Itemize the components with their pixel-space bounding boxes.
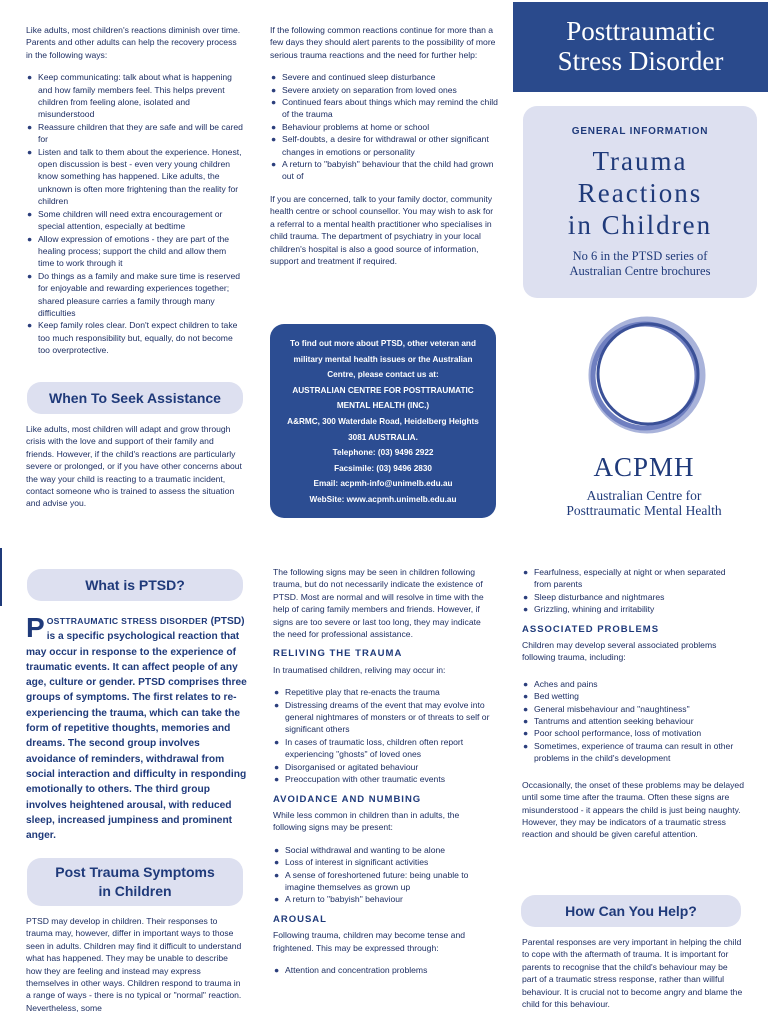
list-item: ● Poor school performance, loss of motivation bbox=[523, 728, 702, 739]
recovery-list bbox=[26, 71, 244, 356]
arousal-list bbox=[273, 964, 493, 976]
list-item: ● Repetitive play that re-enacts the trauma bbox=[274, 687, 440, 698]
cover-title-line1: Posttraumatic bbox=[566, 16, 715, 46]
org-acronym: ACPMH bbox=[593, 452, 695, 482]
post-trauma-heading: Post Trauma Symptoms in Children bbox=[27, 858, 243, 906]
list-item: ● Sometimes, experience of trauma can result in other problems in the child's development bbox=[523, 740, 734, 764]
concerned-text: If you are concerned, talk to your family doctor, community health centre or school counsellor. You may wish to ask for a referral to a mental health practitioner who specialises in child trauma. The department of psychiatry in your local children's hospital is also a good source of information, support and treatment if required. bbox=[270, 193, 494, 266]
ptsd-definition bbox=[26, 614, 248, 843]
list-item: ● Keep communicating: talk about what is happening and how family members feel. This helps prevent children from feeling alone, isolated and misunderstood bbox=[27, 72, 232, 120]
general-info-label: GENERAL INFORMATION bbox=[571, 126, 709, 137]
list-item: ● Allow expression of emotions - they are part of the healing process; support the child and allow them time to work through it bbox=[27, 233, 230, 269]
signs-intro: The following signs may be seen in children following trauma, but do not necessarily indicate the existence of PTSD. Most are normal and will resolve in time with the help of caring family members and friends. However, if signs are too severe or last too long, they may indicate the need for professional assistance. bbox=[273, 567, 484, 640]
cover-title-line2: Stress Disorder bbox=[557, 46, 724, 76]
avoidance-intro: While less common in children than in adults, the following signs may be present: bbox=[273, 809, 460, 833]
help-text: Parental responses are very important in helping the child to cope with the aftermath of trauma. It is important for parents to recognise that the child's behaviour may be part of a traumatic stress response, rather than willful behaviour. It is crucial not to become angry and blame the child for this behaviour. bbox=[522, 937, 743, 1010]
further-help-intro: If the following common reactions continue for more than a few days they should alert parents to the possibility of more serious trauma reactions and the need for further help: bbox=[270, 25, 496, 60]
list-item: ● Some children will need extra encouragement or special attention, especially at bedtime bbox=[27, 208, 223, 232]
dropcap: P bbox=[26, 612, 45, 643]
contact-facsimile: Facsimile: (03) 9496 2830 bbox=[334, 463, 432, 473]
list-item: ● Listen and talk to them about the experience. Honest, open discussion is best - even very young children know something has happened. Like adults, the unknown is often more frightening than the reality for children bbox=[27, 146, 242, 207]
col2-bottom bbox=[273, 566, 493, 976]
list-item: ● Disorganised or agitated behaviour bbox=[274, 761, 419, 772]
ptsd-smallcaps: OSTTRAUMATIC STRESS DISORDER bbox=[46, 616, 208, 626]
list-item: ● Preoccupation with other traumatic events bbox=[274, 774, 446, 785]
associated-heading: ASSOCIATED PROBLEMS bbox=[522, 623, 660, 635]
list-item: ● Keep family roles clear. Don't expect children to take too much responsibility but, equally, do not become too overprotective. bbox=[27, 320, 238, 356]
cover-title-banner bbox=[513, 2, 768, 92]
seek-assistance-text: Like adults, most children will adapt and grow through crisis with the love and support of their family and friends. However, if the child's reactions are particularly severe or prolonged, or if you have other concerns about the way your child is reacting to a traumatic incident, contact someone who is trained to assess the situation and advise you. bbox=[26, 424, 242, 509]
list-item: ● Loss of interest in significant activities bbox=[274, 857, 429, 868]
associated-intro: Children may develop several associated problems following trauma, including: bbox=[522, 640, 717, 663]
page-edge-mark bbox=[0, 548, 2, 606]
subtitle-line2: Reactions bbox=[577, 178, 703, 208]
list-item: ● Severe anxiety on separation from loved ones bbox=[271, 84, 457, 95]
reliving-intro: In traumatised children, reliving may occur in: bbox=[273, 664, 446, 675]
list-item: ● Self-doubts, a desire for withdrawal or other significant changes in emotions or personality bbox=[271, 134, 489, 157]
org-line1: Australian Centre for bbox=[586, 488, 702, 503]
contact-address: A&RMC, 300 Waterdale Road, Heidelberg Heights 3081 AUSTRALIA. bbox=[287, 416, 479, 442]
contact-email[interactable]: Email: acpmh-info@unimelb.edu.au bbox=[313, 479, 453, 489]
contact-box bbox=[270, 324, 496, 518]
arousal-intro: Following trauma, children may become tense and frightened. This may be expressed through: bbox=[273, 930, 466, 953]
what-is-ptsd-heading: What is PTSD? bbox=[27, 569, 243, 601]
ptsd-rest: (PTSD) is a specific psychological reaction that may occur in response to the experience of traumatic events. It can affect people of any age, culture or gender. PTSD comprises three groups of symptoms. The first relates to re-experiencing the trauma, which can take the form of repetitive thoughts, memories and dreams. The second group involves avoidance of reminders, withdrawal from social interaction and difficulty in responding emotionally to others. The third group involves heightened arousal, with reduced sleep, increased jumpiness and prominent anger. bbox=[26, 616, 247, 842]
list-item: ● Social withdrawal and wanting to be alone bbox=[274, 844, 446, 855]
arousal-heading: AROUSAL bbox=[273, 913, 327, 925]
contact-website[interactable]: WebSite: www.acpmh.unimelb.edu.au bbox=[309, 494, 457, 504]
list-item: ● Bed wetting bbox=[523, 691, 579, 702]
list-item: ● A return to "babyish" behaviour bbox=[274, 894, 403, 905]
contact-telephone: Telephone: (03) 9496 2922 bbox=[332, 448, 434, 458]
contact-org: AUSTRALIAN CENTRE FOR POSTTRAUMATIC MENTAL HEALTH (INC.) bbox=[292, 385, 474, 411]
contact-intro: To find out more about PTSD, other veteran and military mental health issues or the Australian Centre, please contact us at: bbox=[290, 339, 476, 380]
how-can-you-help-heading: How Can You Help? bbox=[521, 895, 741, 927]
list-item: ● Aches and pains bbox=[523, 678, 598, 689]
avoidance-list bbox=[273, 844, 493, 906]
list-item: ● Distressing dreams of the event that may evolve into general nightmares of monsters or of threats to self or significant others bbox=[274, 699, 490, 735]
list-item: ● Tantrums and attention seeking behaviour bbox=[523, 716, 694, 727]
arousal-continued-list bbox=[522, 566, 744, 616]
subtitle-line3: in Children bbox=[567, 210, 713, 240]
reliving-heading: RELIVING THE TRAUMA bbox=[273, 648, 403, 660]
list-item: ● Fearfulness, especially at night or when separated from parents bbox=[523, 567, 726, 590]
org-line2: Posttraumatic Mental Health bbox=[566, 503, 722, 518]
list-item: ● Reassure children that they are safe and will be cared for bbox=[27, 121, 243, 145]
col3-bottom bbox=[522, 566, 744, 848]
series-line2: Australian Centre brochures bbox=[569, 264, 711, 278]
recovery-intro: Like adults, most children's reactions diminish over time. Parents and other adults can help the recovery process in the following ways: bbox=[26, 25, 241, 60]
subtitle-line1: Trauma bbox=[592, 146, 688, 176]
occasionally-text: Occasionally, the onset of these problems may be delayed until some time after the trauma. Often these signs are misunderstood - it appears the child is just being naughty. However, they may be indicators of a traumatic stress reaction and should be given careful attention. bbox=[522, 779, 744, 840]
associated-list bbox=[522, 678, 744, 765]
list-item: ● Continued fears about things which may remind the child of the trauma bbox=[271, 97, 498, 120]
list-item: ● In cases of traumatic loss, children often report experiencing "ghosts" of loved ones bbox=[274, 736, 464, 760]
post-trauma-text: PTSD may develop in children. Their responses to trauma may, however, differ in important ways to those seen in adults. Children may find it difficult to understand what has happened. They may be unable to describe how they are feeling and instead may express themselves in other ways. Children respond to trauma in a range of ways - there is no typical or "normal" reaction. Nevertheless, some bbox=[26, 916, 242, 1013]
list-item: ● A return to "babyish" behaviour that the child had grown out of bbox=[271, 159, 494, 182]
further-help-list bbox=[270, 71, 498, 183]
col1-top bbox=[26, 24, 244, 357]
series-line1: No 6 in the PTSD series of bbox=[572, 249, 708, 263]
list-item: ● General misbehaviour and "naughtiness" bbox=[523, 703, 690, 714]
seek-assistance-heading: When To Seek Assistance bbox=[27, 382, 243, 414]
reliving-list bbox=[273, 686, 493, 785]
avoidance-heading: AVOIDANCE AND NUMBING bbox=[273, 793, 422, 805]
list-item: ● Behaviour problems at home or school bbox=[271, 121, 430, 132]
cover-subtitle-panel bbox=[523, 106, 757, 298]
list-item: ● Do things as a family and make sure time is reserved for enjoyable and rewarding experiences together; shared pleasure carries a family through many difficulties bbox=[27, 270, 241, 318]
cover-org bbox=[520, 450, 768, 518]
list-item: ● A sense of foreshortened future: being unable to imagine themselves as grown up bbox=[274, 869, 469, 892]
list-item: ● Attention and concentration problems bbox=[274, 964, 428, 975]
list-item: ● Sleep disturbance and nightmares bbox=[523, 591, 665, 602]
acpmh-logo-icon bbox=[582, 310, 712, 440]
list-item: ● Severe and continued sleep disturbance bbox=[271, 72, 436, 83]
col2-top bbox=[270, 24, 498, 274]
list-item: ● Grizzling, whining and irritability bbox=[523, 604, 655, 615]
